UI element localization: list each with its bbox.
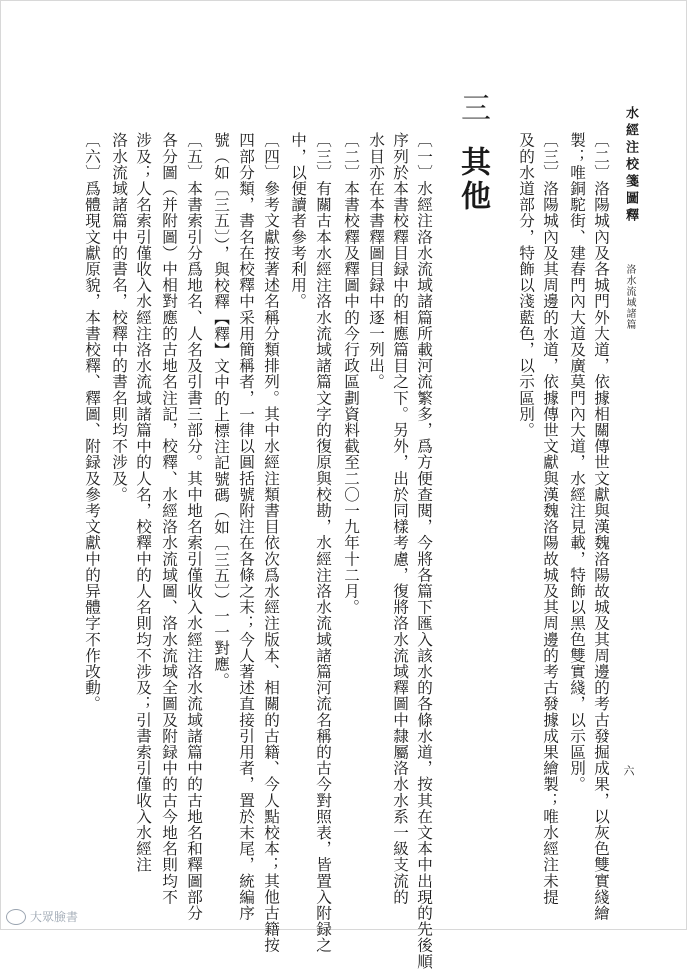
text-column: 水目亦在本書釋圖目録中逐一列出。 [367, 132, 385, 390]
text-column: 製；唯銅駝街、建春門內大道及廣莫門內大道，水經注見載，特飾以黑色雙實綫，以示區別。 [568, 132, 586, 793]
text-column: 各分圖（并附圖）中相對應的古地名注記，校釋、水經洛水流域圖、洛水流域全圖及附録中的古今地名則均不 [160, 132, 178, 905]
watermark-logo-icon [6, 909, 26, 925]
text-column: 及的水道部分，特飾以淺藍色，以示區別。 [517, 132, 535, 438]
section-number: 三 [455, 92, 490, 122]
watermark-text: 大眾臉書 [30, 910, 79, 924]
text-column: 中，以便讀者參考利用。 [289, 132, 307, 310]
text-column: 四部分類，書名在校釋中采用簡稱者，一律以圓括號附注在各條之末；今人著述直接引用者，置於末尾，統編序 [237, 132, 255, 921]
text-column: 號（如〔三五〕），與校釋【釋】文中的上標注記號碼（如〔三五〕）一一對應。 [212, 132, 230, 689]
text-column: 〔六〕爲體現文獻原貌，本書校釋、釋圖、附録及參考文獻中的异體字不作改動。 [83, 132, 101, 712]
text-column: 〔一〕水經注洛水流域諸篇所載河流繁多，爲方便查閱，今將各篇下匯入該水的各條水道，按其在文本中出現的先後順 [415, 132, 433, 969]
text-column: 〔四〕參考文獻按著述名稱分類排列。其中水經注類書目依次爲水經注版本、相關的古籍、今人點校本；其他古籍按 [262, 132, 280, 954]
running-head-chapter: 洛水流域諸篇 [624, 264, 635, 330]
watermark [6, 908, 78, 925]
section-title: 其他 [455, 146, 490, 214]
text-column: 〔三〕有關古本水經注洛水流域諸篇文字的復原與校勘，水經注洛水流域諸篇河流名稱的古今對照表，皆置入附録之 [314, 132, 332, 954]
running-head-book-title: 水經注校箋圖釋 [623, 106, 638, 225]
text-column: 〔五〕本書索引分爲地名、人名及引書三部分。其中地名索引僅收入水經注洛水流域諸篇中的古地名和釋圖部分 [185, 132, 203, 921]
text-column: 〔二〕本書校釋及釋圖中的今行政區劃資料截至二〇一九年十二月。 [342, 132, 360, 615]
text-column: 〔三〕洛陽城內及其周邊的水道，依據傳世文獻與漢魏洛陽故城及其周邊的考古發據成果繪製；唯水經注未提 [541, 132, 559, 905]
text-column: 序列於本書校釋目録中的相應篇目之下。另外，出於同樣考慮，復將洛水流域釋圖中隸屬洛水水系一級支流的 [391, 132, 409, 905]
page-number: 六 [622, 765, 635, 777]
text-column: 涉及；人名索引僅收入水經注洛水流域諸篇中的人名，校釋中的人名則均不涉及；引書索引僅收入水經注 [134, 132, 152, 873]
text-column: 洛水流域諸篇中的書名，校釋中的書名則均不涉及。 [110, 132, 128, 503]
text-column: 〔二〕洛陽城內及各城門外大道，依據相關傳世文獻與漢魏洛陽故城及其周邊的考古發掘成果，以灰色雙實綫繪 [592, 132, 610, 921]
